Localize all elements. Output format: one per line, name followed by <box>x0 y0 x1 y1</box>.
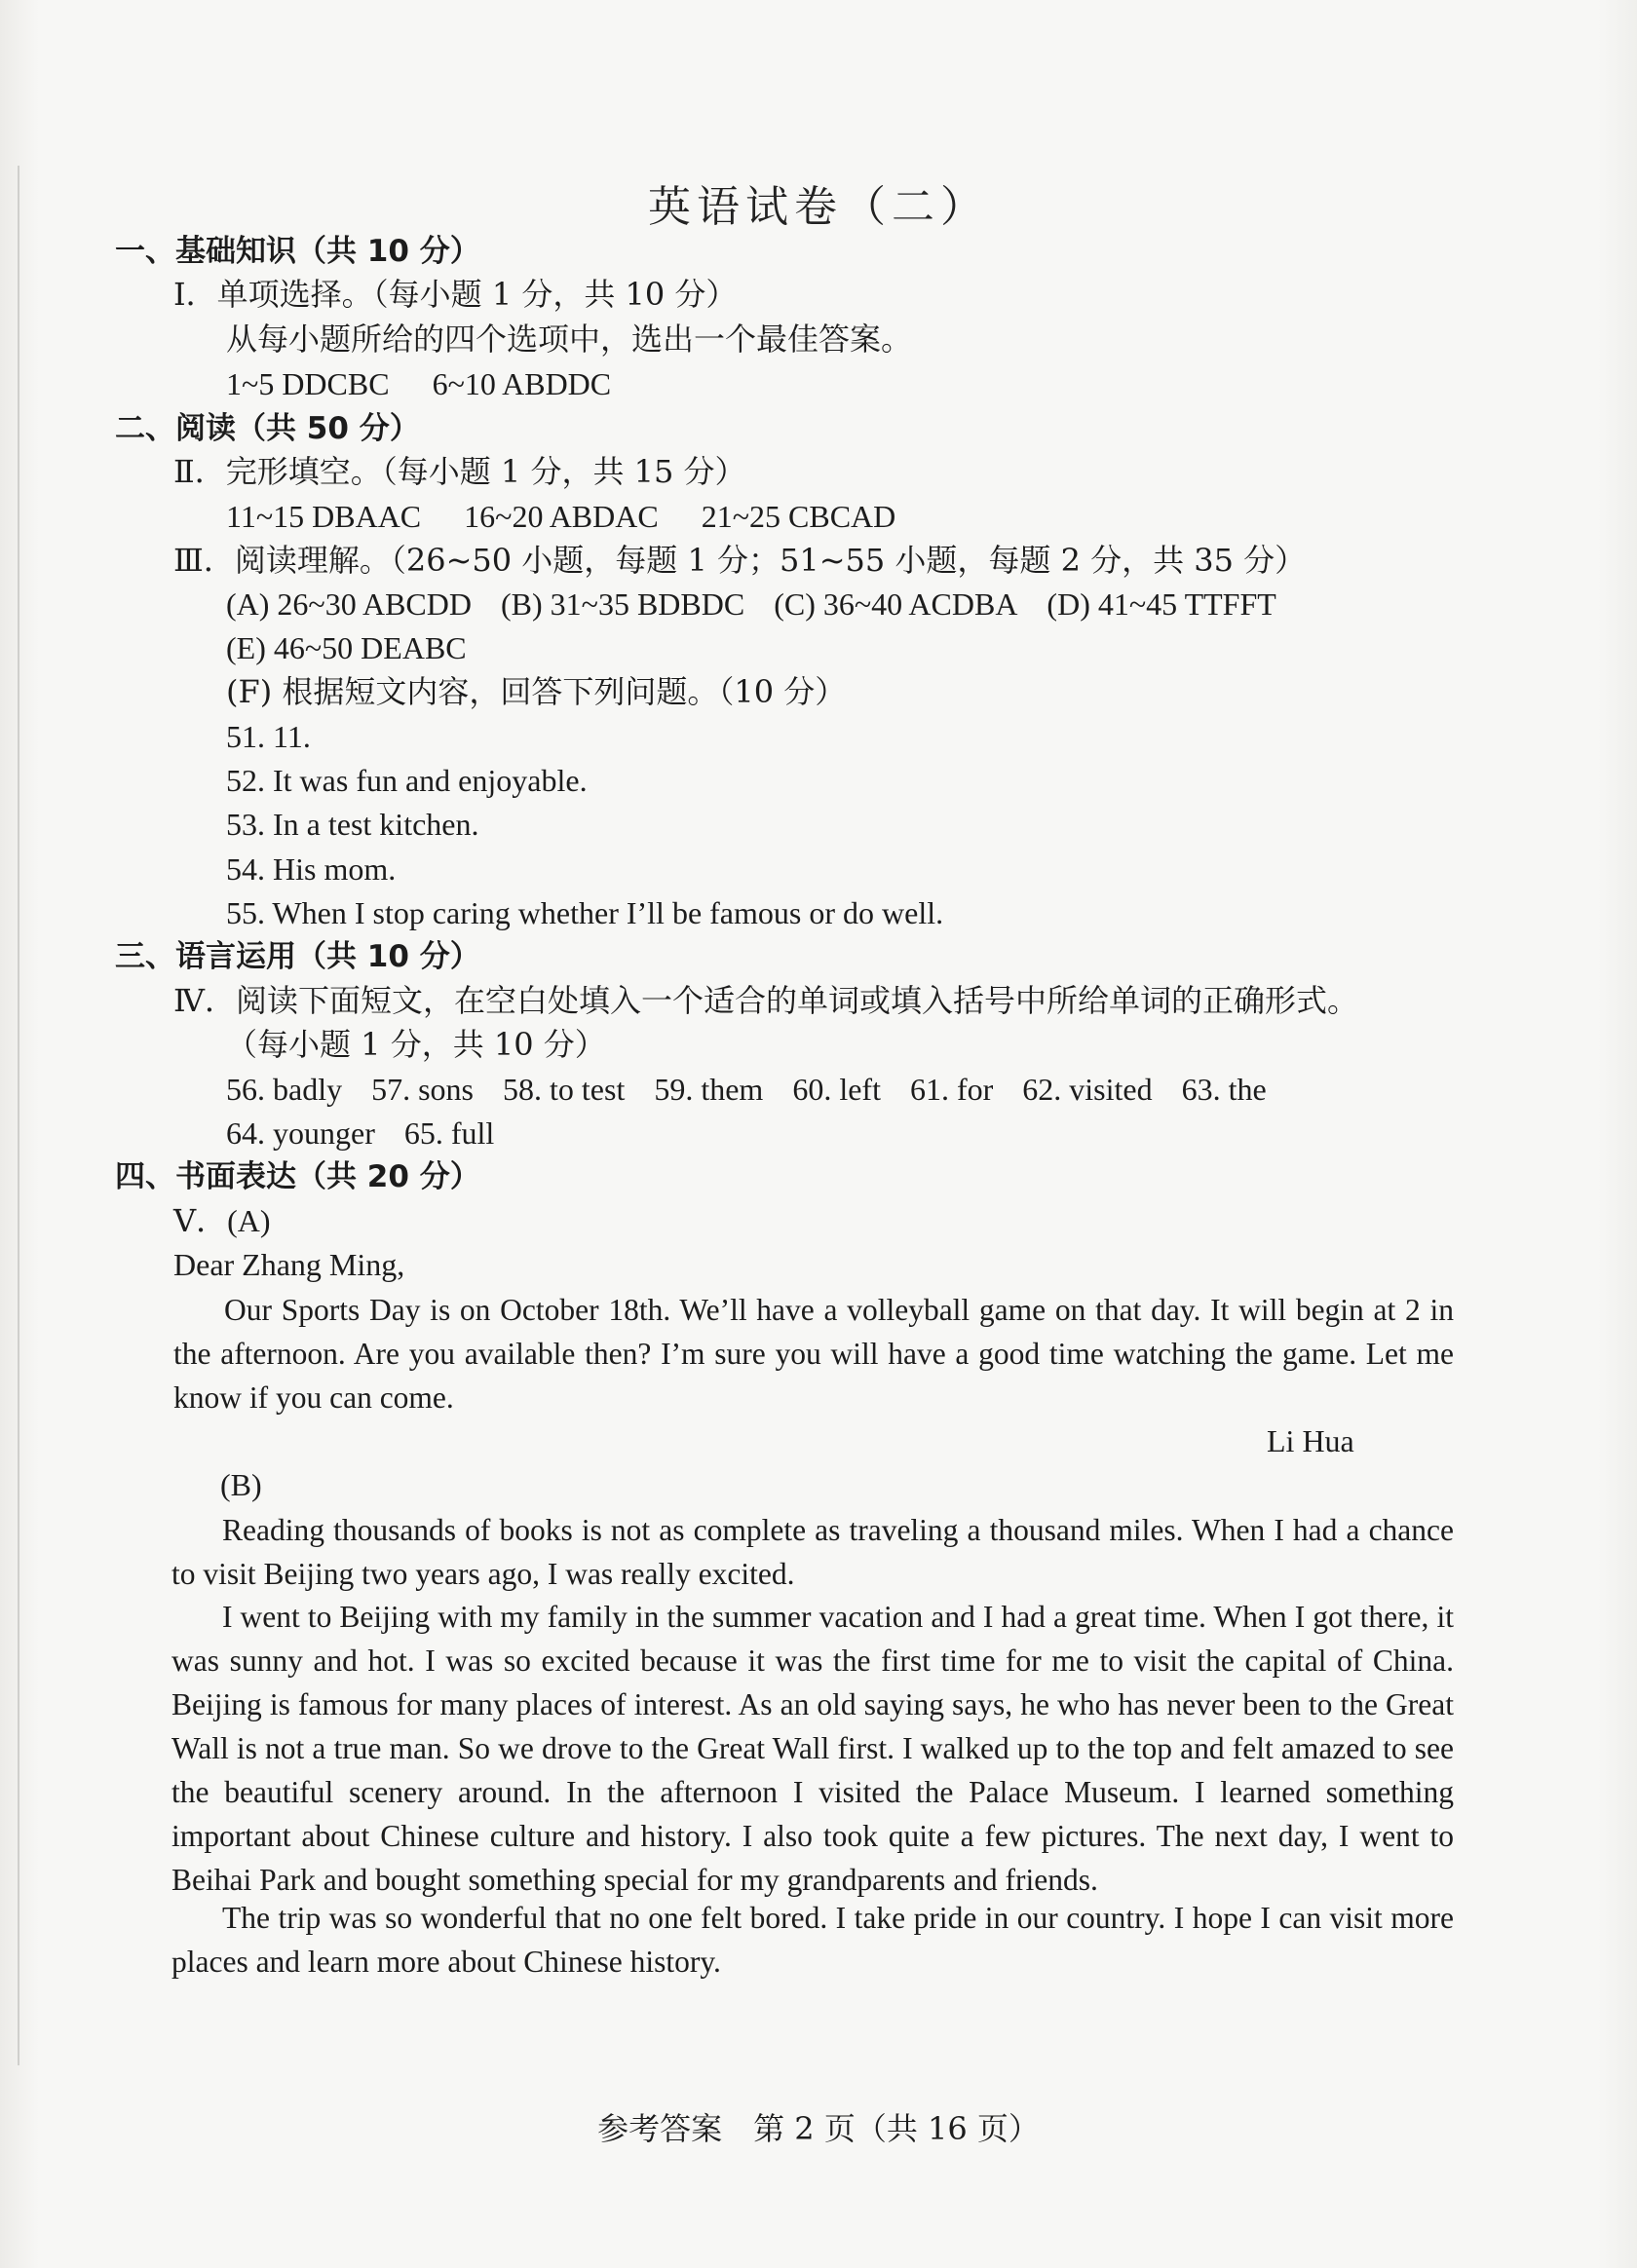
answer-item: 57. sons <box>371 1072 474 1107</box>
answer-group: 11~15 DBAAC <box>226 499 422 534</box>
answer-item: 65. full <box>403 1115 495 1151</box>
binding-line <box>18 166 19 2065</box>
answer-group: 1~5 DDCBC <box>226 366 390 401</box>
page-footer: 参考答案 第 2 页（共 16 页） <box>597 2110 1040 2147</box>
section-heading-3: 三、语言运用（共 10 分） <box>115 939 480 974</box>
q4-title: Ⅳ．阅读下面短文，在空白处填入一个适合的单词或填入括号中所给单词的正确形式。 <box>173 982 1358 1019</box>
section-heading-1: 一、基础知识（共 10 分） <box>115 234 480 269</box>
q2-title: Ⅱ．完形填空。（每小题 1 分，共 15 分） <box>173 453 746 490</box>
letter-greeting: Dear Zhang Ming, <box>173 1247 405 1282</box>
answer-item: 63. the <box>1181 1072 1267 1107</box>
answer-52: 52. It was fun and enjoyable. <box>226 763 588 798</box>
q5-title: Ⅴ．(A) <box>173 1203 271 1238</box>
answer-group: 6~10 ABDDC <box>432 366 612 401</box>
section-heading-4: 四、书面表达（共 20 分） <box>115 1159 480 1194</box>
answer-group: (B) 31~35 BDBDC <box>500 586 745 622</box>
q4-answers-2 <box>226 1114 494 1153</box>
q3-part-f: (F) 根据短文内容，回答下列问题。（10 分） <box>226 673 847 710</box>
answer-item: 58. to test <box>503 1072 626 1107</box>
essay-b-label: (B) <box>220 1467 262 1502</box>
page-title: 英语试卷（二） <box>648 182 989 232</box>
q1-title: Ⅰ．单项选择。（每小题 1 分，共 10 分） <box>173 276 738 313</box>
answer-item: 61. for <box>909 1072 994 1107</box>
q1-instruction: 从每小题所给的四个选项中，选出一个最佳答案。 <box>226 321 913 358</box>
answer-group: (A) 26~30 ABCDD <box>226 586 472 622</box>
answer-51: 51. 11. <box>226 719 311 754</box>
essay-paragraph-3: The trip was so wonderful that no one felt bored. I take pride in our country. I hope I can visit more places and learn more about Chinese history. <box>171 1901 1454 1979</box>
answer-group: 21~25 CBCAD <box>701 499 896 534</box>
answer-item: 56. badly <box>226 1072 343 1107</box>
q3-answers <box>226 585 1276 624</box>
answer-item: 60. left <box>792 1072 881 1107</box>
essay-paragraph-1: Reading thousands of books is not as complete as traveling a thousand miles. When I had a chance to visit Beijing two years ago, I was really excited. <box>171 1513 1454 1591</box>
essay-paragraph-2: I went to Beijing with my family in the summer vacation and I had a great time. When I got there, it was sunny and hot. I was so excited because it was the first time for me to visit the capital of China. Beijing is famous for many places of interest. As an old saying says, he who has never been to the Great Wall is not a true man. So we drove to the Great Wall first. I walked up to the top and felt amazed to see the beautiful scenery around. In the afternoon I visited the Palace Museum. I learned something important about Chinese culture and history. I also took quite a few pictures. The next day, I went to Beihai Park and bought something special for my grandparents and friends. <box>171 1600 1454 1897</box>
answer-item: 64. younger <box>226 1115 375 1151</box>
answer-55: 55. When I stop caring whether I’ll be famous or do well. <box>226 895 944 930</box>
q3-answer-e: (E) 46~50 DEABC <box>226 630 467 665</box>
answer-group: (D) 41~45 TTFFT <box>1047 586 1276 622</box>
q4-answers <box>226 1070 1267 1109</box>
answer-group: 16~20 ABDAC <box>464 499 659 534</box>
section-heading-2: 二、阅读（共 50 分） <box>115 411 420 446</box>
answer-item: 62. visited <box>1022 1072 1153 1107</box>
answer-54: 54. His mom. <box>226 851 397 887</box>
letter-signature: Li Hua <box>1267 1423 1354 1458</box>
answer-item: 59. them <box>654 1072 764 1107</box>
q1-answers <box>226 364 611 403</box>
q4-score: （每小题 1 分，共 10 分） <box>226 1026 606 1063</box>
letter-body: Our Sports Day is on October 18th. We’ll have a volleyball game on that day. It will begin at 2 in the afternoon. Are you available then? I’m sure you will have a good time watching the game. Let me know if you can come. <box>173 1293 1454 1415</box>
answer-53: 53. In a test kitchen. <box>226 807 479 842</box>
q3-title: Ⅲ．阅读理解。（26~50 小题，每题 1 分；51~55 小题，每题 2 分，共 35 分） <box>173 542 1307 579</box>
q2-answers <box>226 497 895 536</box>
answer-group: (C) 36~40 ACDBA <box>774 586 1018 622</box>
